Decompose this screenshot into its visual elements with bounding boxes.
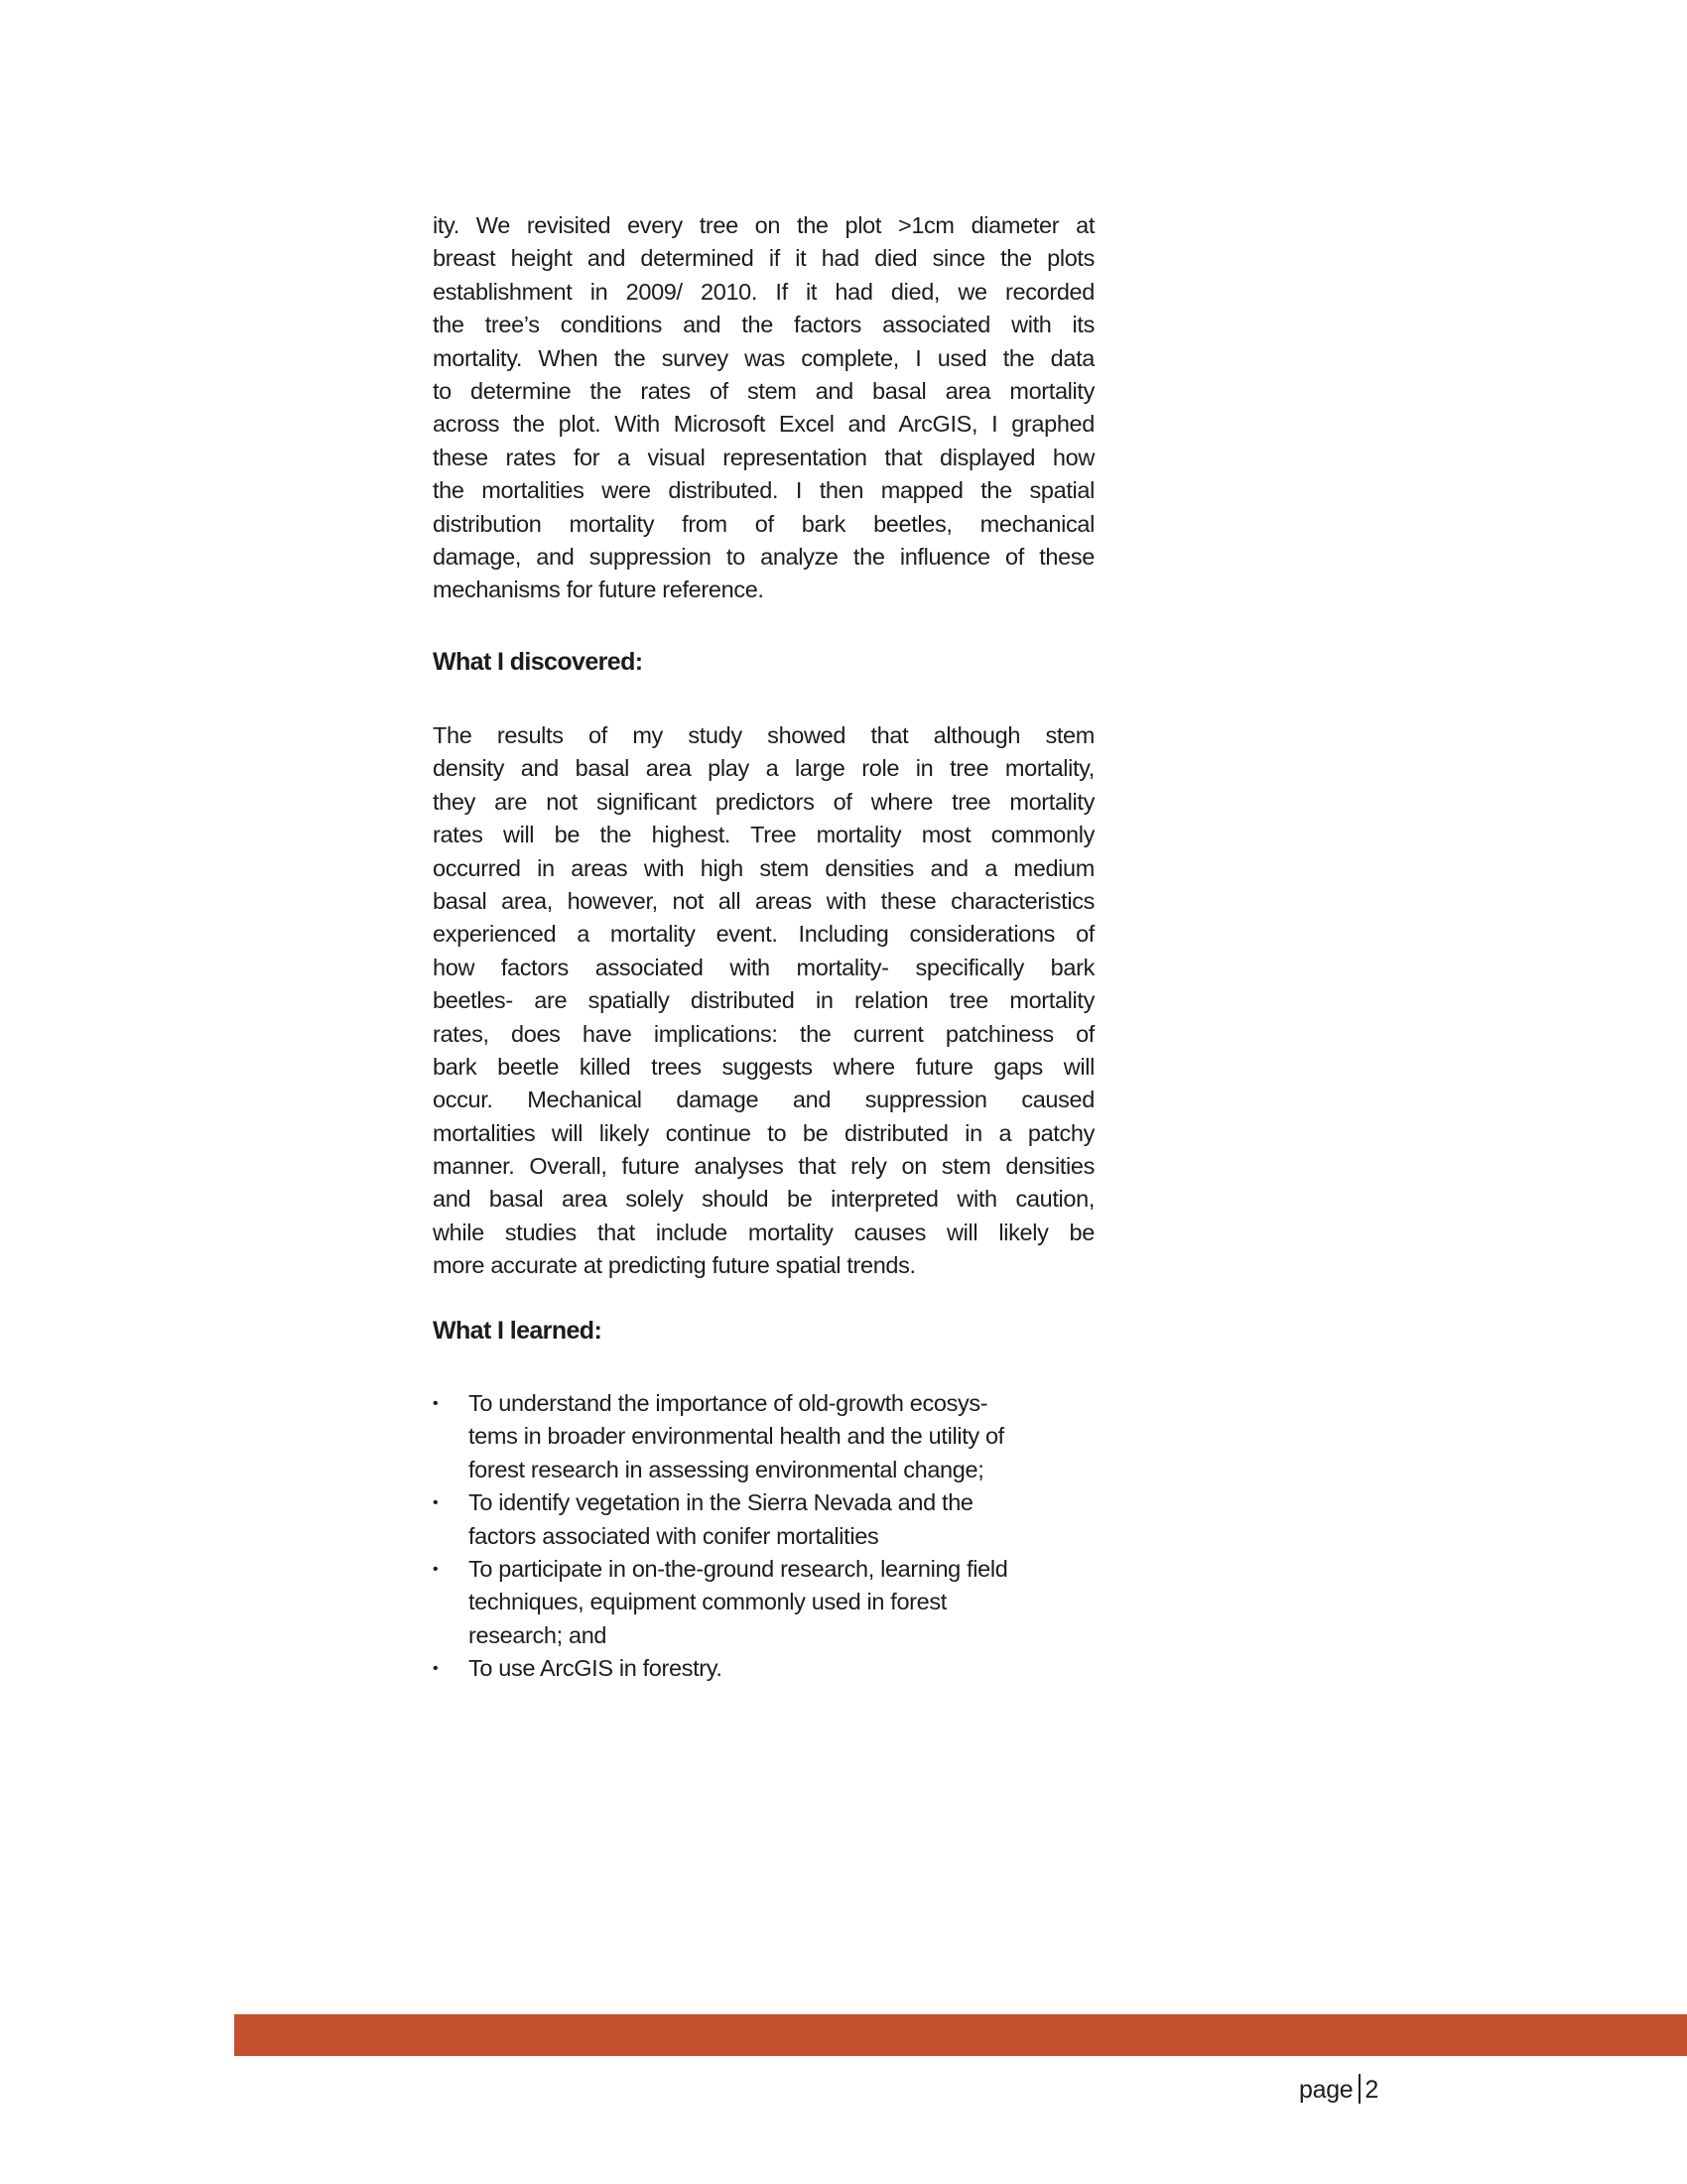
text-line: The results of my study showed that although stem (433, 722, 1095, 748)
text-line: manner. Overall, future analyses that rely on stem densities (433, 1153, 1095, 1180)
page-separator (1359, 2074, 1361, 2104)
text-line: establishment in 2009/ 2010. If it had died, we recorded (433, 278, 1095, 305)
list-item (429, 1387, 1103, 1486)
text-line: more accurate at predicting future spatial trends. (433, 1252, 916, 1279)
text-line: breast height and determined if it had died since the plots (433, 245, 1095, 272)
list-item (429, 1486, 1103, 1553)
list-item-line: research; and (468, 1621, 607, 1648)
page-label: page (1299, 2076, 1354, 2104)
text-line: how factors associated with mortality- specifically bark (433, 954, 1095, 980)
learned-bullet-list (429, 1387, 1103, 1686)
list-item-line: To identify vegetation in the Sierra Nevada and the (468, 1489, 973, 1516)
text-line: occur. Mechanical damage and suppression caused (433, 1087, 1095, 1113)
text-line: experienced a mortality event. Including considerations of (433, 921, 1095, 948)
footer-accent-bar (234, 2014, 1687, 2056)
text-line: damage, and suppression to analyze the influence of these (433, 543, 1095, 570)
text-line: density and basal area play a large role in tree mortality, (433, 755, 1095, 782)
list-item-line: To participate in on-the-ground research, learning field (468, 1555, 1008, 1582)
list-item-line: tems in broader environmental health and the utility of (468, 1423, 1004, 1450)
list-item-line: techniques, equipment commonly used in forest (468, 1589, 947, 1615)
text-line: basal area, however, not all areas with these characteristics (433, 887, 1095, 914)
bullet-icon: • (433, 1660, 439, 1678)
text-line: mortality. When the survey was complete, I used the data (433, 344, 1095, 371)
text-line: the mortalities were distributed. I then mapped the spatial (433, 477, 1095, 504)
bullet-icon: • (433, 1395, 439, 1412)
list-item-line: To use ArcGIS in forestry. (468, 1655, 722, 1682)
text-line: ity. We revisited every tree on the plot >1cm diameter at (433, 212, 1095, 238)
list-item-line: factors associated with conifer mortalities (468, 1522, 879, 1549)
text-line: rates, does have implications: the current patchiness of (433, 1020, 1095, 1047)
text-line: beetles- are spatially distributed in relation tree mortality (433, 987, 1095, 1014)
heading-what-i-discovered: What I discovered: (433, 648, 643, 676)
text-line: they are not significant predictors of where tree mortality (433, 788, 1095, 815)
list-item (429, 1553, 1103, 1652)
body-paragraph-methods (433, 209, 1095, 607)
heading-what-i-learned: What I learned: (433, 1317, 602, 1345)
page-number (1299, 2074, 1378, 2105)
text-line: these rates for a visual representation that displayed how (433, 444, 1095, 470)
text-line: mortalities will likely continue to be distributed in a patchy (433, 1119, 1095, 1146)
text-line: bark beetle killed trees suggests where future gaps will (433, 1053, 1095, 1080)
bullet-icon: • (433, 1560, 439, 1578)
text-line: rates will be the highest. Tree mortality most commonly (433, 822, 1095, 848)
text-line: across the plot. With Microsoft Excel and ArcGIS, I graphed (433, 411, 1095, 438)
bullet-icon: • (433, 1494, 439, 1512)
text-line: occurred in areas with high stem densities and a medium (433, 854, 1095, 881)
text-line: to determine the rates of stem and basal area mortality (433, 377, 1095, 404)
text-line: while studies that include mortality causes will likely be (433, 1219, 1095, 1245)
text-line: and basal area solely should be interpreted with caution, (433, 1186, 1095, 1213)
text-line: mechanisms for future reference. (433, 577, 764, 603)
list-item-line: To understand the importance of old-growth ecosys- (468, 1390, 988, 1416)
text-line: distribution mortality from of bark beetles, mechanical (433, 510, 1095, 537)
list-item-line: forest research in assessing environmental change; (468, 1456, 984, 1482)
text-line: the tree’s conditions and the factors associated with its (433, 312, 1095, 338)
body-paragraph-discoveries (433, 719, 1095, 1283)
list-item (429, 1652, 1103, 1685)
page-number-value: 2 (1364, 2076, 1379, 2104)
